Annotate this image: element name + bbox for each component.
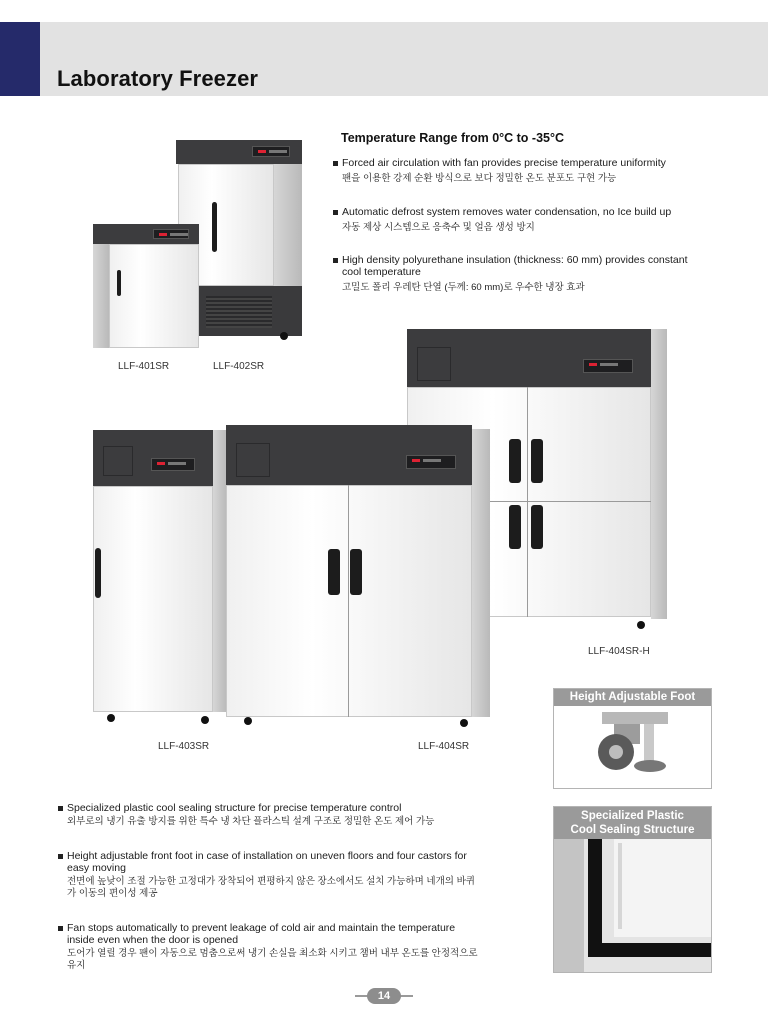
door-handle xyxy=(328,549,340,595)
height-adjustable-foot-title: Height Adjustable Foot xyxy=(554,689,711,706)
bullet-icon xyxy=(333,258,338,263)
caption-llf-402sr: LLF-402SR xyxy=(213,361,265,372)
spec-feature-2 xyxy=(333,206,713,234)
control-panel xyxy=(151,458,195,471)
door-handle xyxy=(509,505,521,549)
compressor-grille xyxy=(206,296,272,328)
page-title: Laboratory Freezer xyxy=(57,66,259,91)
sealing-structure-icon xyxy=(554,839,711,972)
door-handle xyxy=(531,505,543,549)
bullet-icon xyxy=(58,854,63,859)
control-panel xyxy=(583,359,633,373)
spec-feature-en: Forced air circulation with fan provides precise temperature uniformity xyxy=(342,157,666,169)
door-handle xyxy=(95,548,101,598)
bottom-feature-ko: 전면에 높낮이 조절 가능한 고정대가 장착되어 편평하지 않은 장소에서도 설치 가능하며 네개의 바퀴가 이동의 편이성 제공 xyxy=(67,876,475,899)
door-handle xyxy=(117,270,121,296)
caption-llf-404sr: LLF-404SR xyxy=(418,741,470,752)
caster-foot-icon xyxy=(554,706,711,788)
bullet-icon xyxy=(58,926,63,931)
cool-sealing-title-line1: Specialized Plastic xyxy=(581,810,684,822)
cool-sealing-title-line2: Cool Sealing Structure xyxy=(570,824,695,836)
control-panel xyxy=(252,146,290,157)
temperature-range-heading: Temperature Range from 0°C to -35°C xyxy=(341,131,565,145)
page-number: 14 xyxy=(367,988,401,1004)
header-accent-block xyxy=(0,22,40,96)
bottom-feature-3 xyxy=(58,922,478,972)
door-handle xyxy=(531,439,543,483)
page-number-badge xyxy=(355,988,413,1004)
bullet-icon xyxy=(58,806,63,811)
bottom-feature-2 xyxy=(58,850,478,900)
product-image-llf-404sr xyxy=(226,425,490,727)
bottom-feature-ko: 도어가 열릴 경우 팬이 자동으로 멈춤으로써 냉기 손실을 최소화 시키고 챔버 내부 온도를 안정적으로 유지 xyxy=(67,948,478,971)
bottom-feature-en: Fan stops automatically to prevent leakage of cold air and maintain the temperature inside even when the door is opened xyxy=(67,922,456,946)
caption-llf-403sr: LLF-403SR xyxy=(158,741,210,752)
cool-sealing-structure-box xyxy=(553,806,712,973)
bullet-icon xyxy=(333,210,338,215)
door-handle xyxy=(212,202,217,252)
height-adjustable-foot-box xyxy=(553,688,712,789)
spec-feature-ko: 고밀도 폴리 우레탄 단열 (두께: 60 mm)로 우수한 냉장 효과 xyxy=(342,282,585,293)
control-panel xyxy=(406,455,456,469)
bottom-feature-1 xyxy=(58,802,508,828)
spec-feature-en: High density polyurethane insulation (thickness: 60 mm) provides constant cool temperature xyxy=(342,254,688,278)
control-panel xyxy=(153,229,189,239)
vent-window xyxy=(103,446,133,476)
door-handle xyxy=(350,549,362,595)
spec-feature-ko: 자동 제상 시스템으로 응축수 및 얼음 생성 방지 xyxy=(342,222,535,233)
bullet-icon xyxy=(333,161,338,166)
product-image-llf-401sr xyxy=(93,224,199,350)
spec-feature-1 xyxy=(333,157,713,185)
bottom-feature-ko: 외부로의 냉기 유출 방지를 위한 특수 냉 차단 플라스틱 설계 구조로 정밀한 온도 제어 가능 xyxy=(67,816,435,827)
vent-window xyxy=(417,347,451,381)
spec-feature-ko: 팬을 이용한 강제 순환 방식으로 보다 정밀한 온도 분포도 구현 가능 xyxy=(342,173,617,184)
caption-llf-401sr: LLF-401SR xyxy=(118,361,170,372)
spec-feature-en: Automatic defrost system removes water condensation, no Ice build up xyxy=(342,206,672,218)
bottom-feature-en: Specialized plastic cool sealing structure for precise temperature control xyxy=(67,802,402,814)
caption-llf-404sr-h: LLF-404SR-H xyxy=(588,646,650,657)
door-handle xyxy=(509,439,521,483)
product-image-llf-403sr xyxy=(93,430,227,726)
bottom-feature-en: Height adjustable front foot in case of installation on uneven floors and four castors for easy moving xyxy=(67,850,467,874)
cool-sealing-structure-title xyxy=(554,807,711,839)
vent-window xyxy=(236,443,270,477)
spec-feature-3 xyxy=(333,254,703,294)
